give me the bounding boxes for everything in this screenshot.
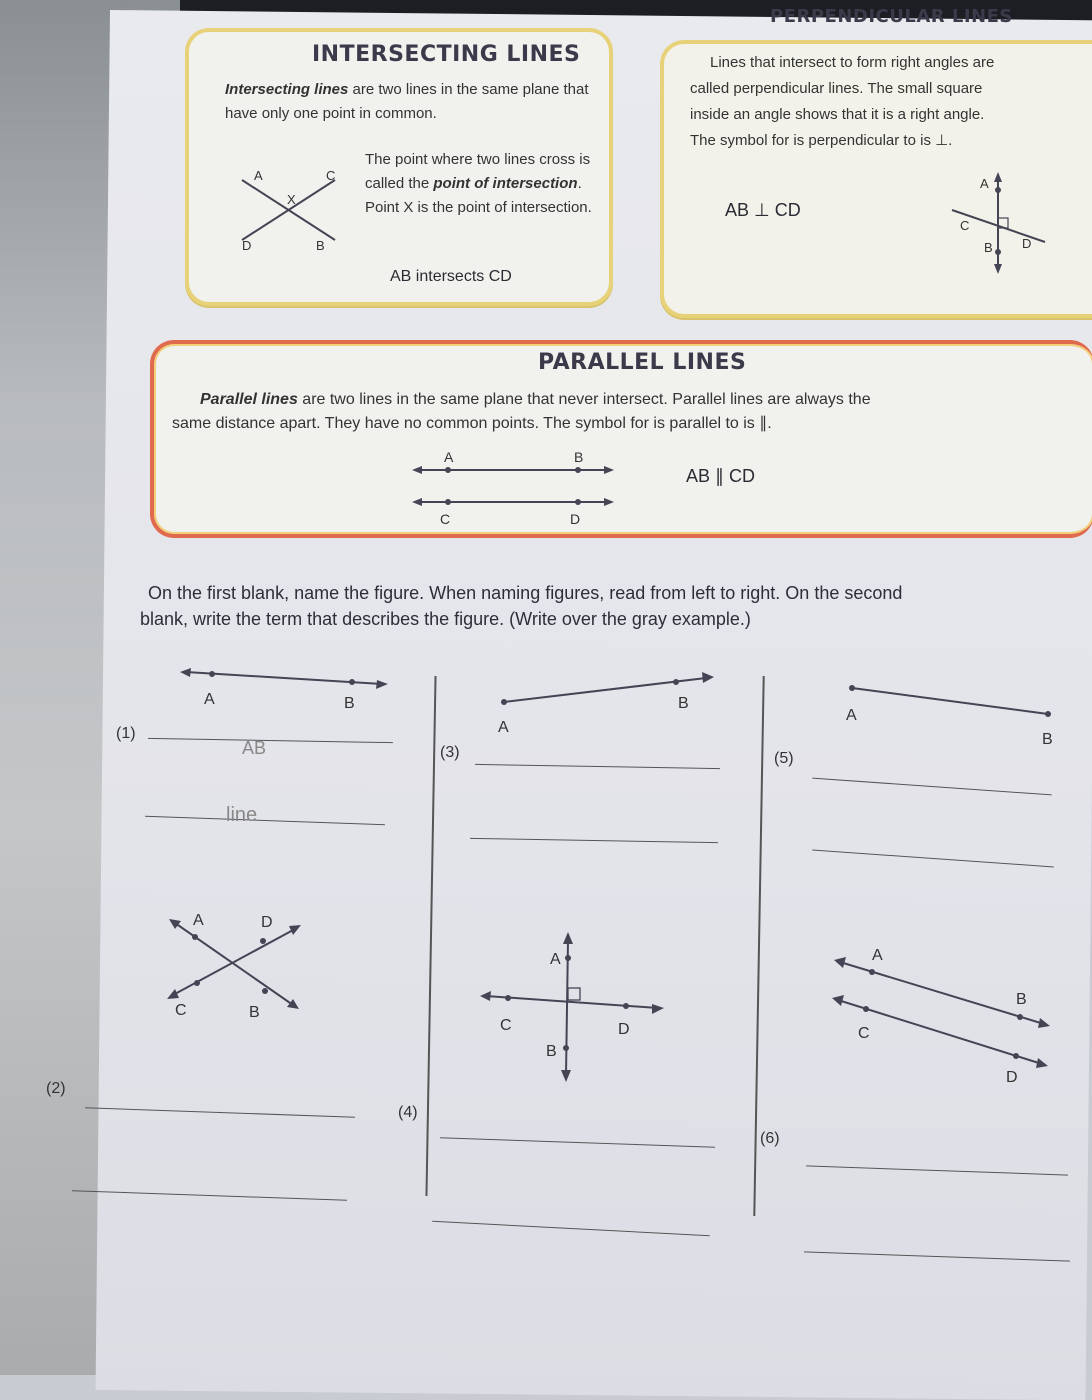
parallel-line-2: same distance apart. They have no common points. The symbol for is parallel to is ∥. bbox=[172, 415, 772, 432]
parallel-term: Parallel lines bbox=[200, 391, 298, 408]
instructions bbox=[140, 580, 1080, 632]
ex2-label-a: A bbox=[193, 912, 204, 929]
intersecting-diagram bbox=[230, 168, 350, 253]
exercise-1-gray-answer-2: line bbox=[226, 804, 258, 826]
perpendicular-example: AB ⊥ CD bbox=[725, 200, 801, 220]
parallel-example: AB ∥ CD bbox=[686, 466, 756, 486]
parallel-diagram bbox=[410, 450, 620, 530]
point-term: point of intersection bbox=[433, 175, 578, 192]
ex1-label-b: B bbox=[344, 695, 355, 712]
par-label-a: A bbox=[444, 449, 454, 465]
ex6-label-c: C bbox=[858, 1025, 870, 1042]
exercise-2-number: (2) bbox=[46, 1080, 66, 1097]
ex6-label-b: B bbox=[1016, 991, 1027, 1008]
par-label-d: D bbox=[570, 511, 581, 527]
exercise-1-gray-answer-1: AB bbox=[242, 738, 267, 758]
ex6-label-a: A bbox=[872, 947, 883, 964]
ex4-label-b: B bbox=[546, 1043, 557, 1060]
exercise-6-figure bbox=[830, 940, 1055, 1090]
ex2-label-c: C bbox=[175, 1002, 187, 1019]
perp-label-a: A bbox=[980, 176, 989, 191]
intersecting-term: Intersecting lines bbox=[225, 81, 349, 98]
parallel-title: PARALLEL LINES bbox=[538, 350, 747, 375]
int-label-d: D bbox=[242, 238, 252, 253]
instructions-line-2: blank, write the term that describes the figure. (Write over the gray example.) bbox=[140, 609, 751, 629]
point-text-1: The point where two lines cross is called the bbox=[365, 151, 591, 192]
int-label-b: B bbox=[316, 238, 325, 253]
int-label-c: C bbox=[326, 168, 336, 183]
intersecting-def-rest: are two lines in the same plane that have only one point in common. bbox=[225, 81, 589, 122]
exercise-6-number: (6) bbox=[760, 1130, 780, 1147]
perp-label-d: D bbox=[1022, 236, 1032, 251]
perpendicular-text bbox=[690, 50, 1090, 154]
int-label-a: A bbox=[254, 168, 263, 183]
perpendicular-diagram bbox=[950, 170, 1050, 280]
ex5-label-b: B bbox=[1042, 731, 1053, 748]
parallel-def-rest: are two lines in the same plane that never intersect. Parallel lines are always the bbox=[297, 391, 871, 408]
ex4-label-d: D bbox=[618, 1021, 630, 1038]
perpendicular-line-1: Lines that intersect to form right angles are bbox=[710, 54, 995, 71]
exercise-1-figure bbox=[180, 662, 390, 712]
instructions-line-1: On the first blank, name the figure. When naming figures, read from left to right. On the second bbox=[148, 583, 903, 603]
perp-label-b: B bbox=[984, 240, 993, 255]
perpendicular-line-4: The symbol for is perpendicular to is ⊥. bbox=[690, 132, 953, 149]
perpendicular-title: PERPENDICULAR LINES bbox=[770, 6, 1013, 27]
ex4-label-c: C bbox=[500, 1017, 512, 1034]
exercise-1-number: (1) bbox=[116, 725, 136, 742]
perp-label-c: C bbox=[960, 218, 970, 233]
ex3-label-a: A bbox=[498, 719, 509, 736]
par-label-b: B bbox=[574, 449, 584, 465]
perpendicular-line-2: called perpendicular lines. The small square bbox=[690, 80, 983, 97]
point-of-intersection-text bbox=[365, 148, 605, 220]
exercise-4-number: (4) bbox=[398, 1104, 418, 1121]
exercise-5-figure bbox=[838, 680, 1058, 750]
point-text-2: . Point X is the point of intersection. bbox=[365, 175, 592, 216]
ex3-label-b: B bbox=[678, 695, 689, 712]
exercise-3-figure bbox=[490, 668, 720, 738]
parallel-definition bbox=[172, 388, 1080, 436]
ex4-label-a: A bbox=[550, 951, 561, 968]
exercise-2-figure bbox=[165, 905, 305, 1025]
ex6-label-d: D bbox=[1006, 1069, 1018, 1086]
perpendicular-line-3: inside an angle shows that it is a right angle. bbox=[690, 106, 985, 123]
int-label-x: X bbox=[287, 192, 296, 207]
exercise-3-number: (3) bbox=[440, 744, 460, 761]
exercise-4-figure bbox=[480, 930, 670, 1085]
intersecting-example: AB intersects CD bbox=[390, 268, 512, 285]
intersecting-definition bbox=[225, 78, 605, 126]
par-label-c: C bbox=[440, 511, 451, 527]
ex1-label-a: A bbox=[204, 691, 215, 708]
intersecting-title: INTERSECTING LINES bbox=[312, 42, 581, 67]
ex2-label-d: D bbox=[261, 914, 273, 931]
ex5-label-a: A bbox=[846, 707, 857, 724]
ex2-label-b: B bbox=[249, 1004, 260, 1021]
exercise-5-number: (5) bbox=[774, 750, 794, 767]
